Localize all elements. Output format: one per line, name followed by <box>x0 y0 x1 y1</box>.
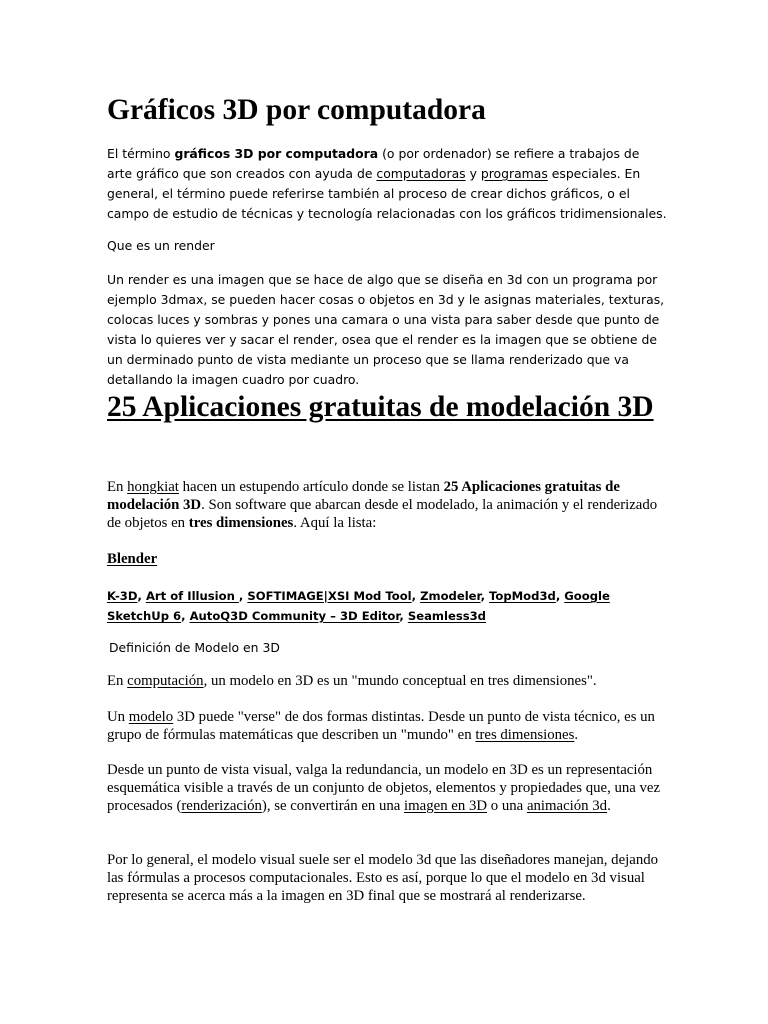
paragraph-text: . <box>574 727 579 743</box>
link-softimage[interactable]: SOFTIMAGE|XSI Mod Tool <box>247 589 412 603</box>
intro-bold-term: gráficos 3D por computadora <box>174 146 379 161</box>
app-separator: , <box>137 589 146 603</box>
apps-intro-bold: tres dimensiones <box>188 515 294 531</box>
link-k3d[interactable]: K-3D <box>107 589 138 603</box>
link-programas[interactable]: programas <box>480 166 548 181</box>
link-animacion-3d[interactable]: animación 3d <box>526 798 608 814</box>
paragraph-text: Un <box>107 709 129 725</box>
intro-paragraph <box>107 144 667 224</box>
paragraph-text: , un modelo en 3D es un "mundo conceptual en tres dimensiones". <box>203 673 597 689</box>
link-imagen-en-3d[interactable]: imagen en 3D <box>404 798 488 814</box>
app-separator: , <box>411 589 421 603</box>
app-list <box>107 586 667 626</box>
app-separator: , <box>238 589 248 603</box>
apps-intro-text: . Aquí la lista: <box>293 515 377 531</box>
link-renderizacion[interactable]: renderización <box>181 798 262 814</box>
link-computacion[interactable]: computación <box>127 673 204 689</box>
apps-intro-text: . Son software que abarcan desde el modelado, la animación y el renderizado de objetos en <box>107 497 658 531</box>
section-title-apps[interactable]: 25 Aplicaciones gratuitas de modelación 3D <box>107 391 654 423</box>
app-separator: , <box>480 589 490 603</box>
paragraph-text: . <box>607 798 611 814</box>
intro-text: (o por ordenador) se refiere a trabajos de arte gráfico que son creados con ayuda de <box>107 146 640 181</box>
app-separator: , <box>555 589 565 603</box>
paragraph-text: 3D puede "verse" de dos formas distintas. Desde un punto de vista técnico, es un grupo de fórmulas matemáticas que describen un "mundo" en <box>107 709 655 743</box>
link-modelo[interactable]: modelo <box>128 709 174 725</box>
apps-intro-text: En <box>107 479 128 495</box>
link-autoq3d[interactable]: AutoQ3D Community – 3D Editor <box>189 609 400 623</box>
definition-heading: Definición de Modelo en 3D <box>109 640 280 655</box>
paragraph-computacion <box>107 672 667 690</box>
link-computadoras[interactable]: computadoras <box>376 166 466 181</box>
paragraph-text: Desde un punto de vista visual, valga la redundancia, un modelo en 3D es un representación esquemática visible a través de un conjunto de objetos, elementos y propiedades que, una vez procesados ( <box>107 762 661 814</box>
paragraph-modelo <box>107 708 667 744</box>
link-art-of-illusion[interactable]: Art of Illusion <box>145 589 239 603</box>
page-title: Gráficos 3D por computadora <box>107 94 486 126</box>
apps-intro-bold: 25 Aplicaciones gratuitas de modelación 3D <box>107 479 620 513</box>
link-hongkiat[interactable]: hongkiat <box>127 479 179 495</box>
app-separator: , <box>181 609 190 623</box>
link-tres-dimensiones[interactable]: tres dimensiones <box>475 727 575 743</box>
intro-text: especiales. En general, el término puede referirse también al proceso de crear dichos gráficos, o el campo de estudio de técnicas y tecnología relacionadas con los gráficos tridimensionales. <box>107 166 667 221</box>
render-heading: Que es un render <box>107 238 215 253</box>
link-topmod3d[interactable]: TopMod3d <box>489 589 556 603</box>
paragraph-text: ), se convertirán en una <box>261 798 405 814</box>
link-blender[interactable]: Blender <box>107 551 158 567</box>
link-seamless3d[interactable]: Seamless3d <box>407 609 486 623</box>
paragraph-text: En <box>107 673 128 689</box>
paragraph-text: o una <box>487 798 527 814</box>
intro-text: y <box>465 166 481 181</box>
link-zmodeler[interactable]: Zmodeler <box>420 589 481 603</box>
paragraph-general: Por lo general, el modelo visual suele ser el modelo 3d que las diseñadores manejan, dejando las fórmulas a procesos computacionales. Esto es así, porque lo que el modelo en 3d visual representa se acerca más a la imagen en 3D final que se mostrará al renderizarse. <box>107 852 659 904</box>
paragraph-visual <box>107 761 667 815</box>
render-paragraph: Un render es una imagen que se hace de algo que se diseña en 3d con un programa por ejemplo 3dmax, se pueden hacer cosas o objetos en 3d y le asignas materiales, texturas, colocas luces y sombras y pones una camara o una vista para saber desde que punto de vista lo quieres ver y sacar el render, osea que el render es la imagen que se obtiene de un derminado punto de vista mediante un proceso que se llama renderizado que va detallando la imagen cuadro por cuadro. <box>107 272 665 387</box>
app-separator: , <box>399 609 408 623</box>
apps-intro-paragraph <box>107 478 667 532</box>
intro-text: El término <box>107 146 175 161</box>
link-google-sketchup[interactable]: Google SketchUp 6 <box>107 589 610 623</box>
apps-intro-text: hacen un estupendo artículo donde se listan <box>178 479 444 495</box>
